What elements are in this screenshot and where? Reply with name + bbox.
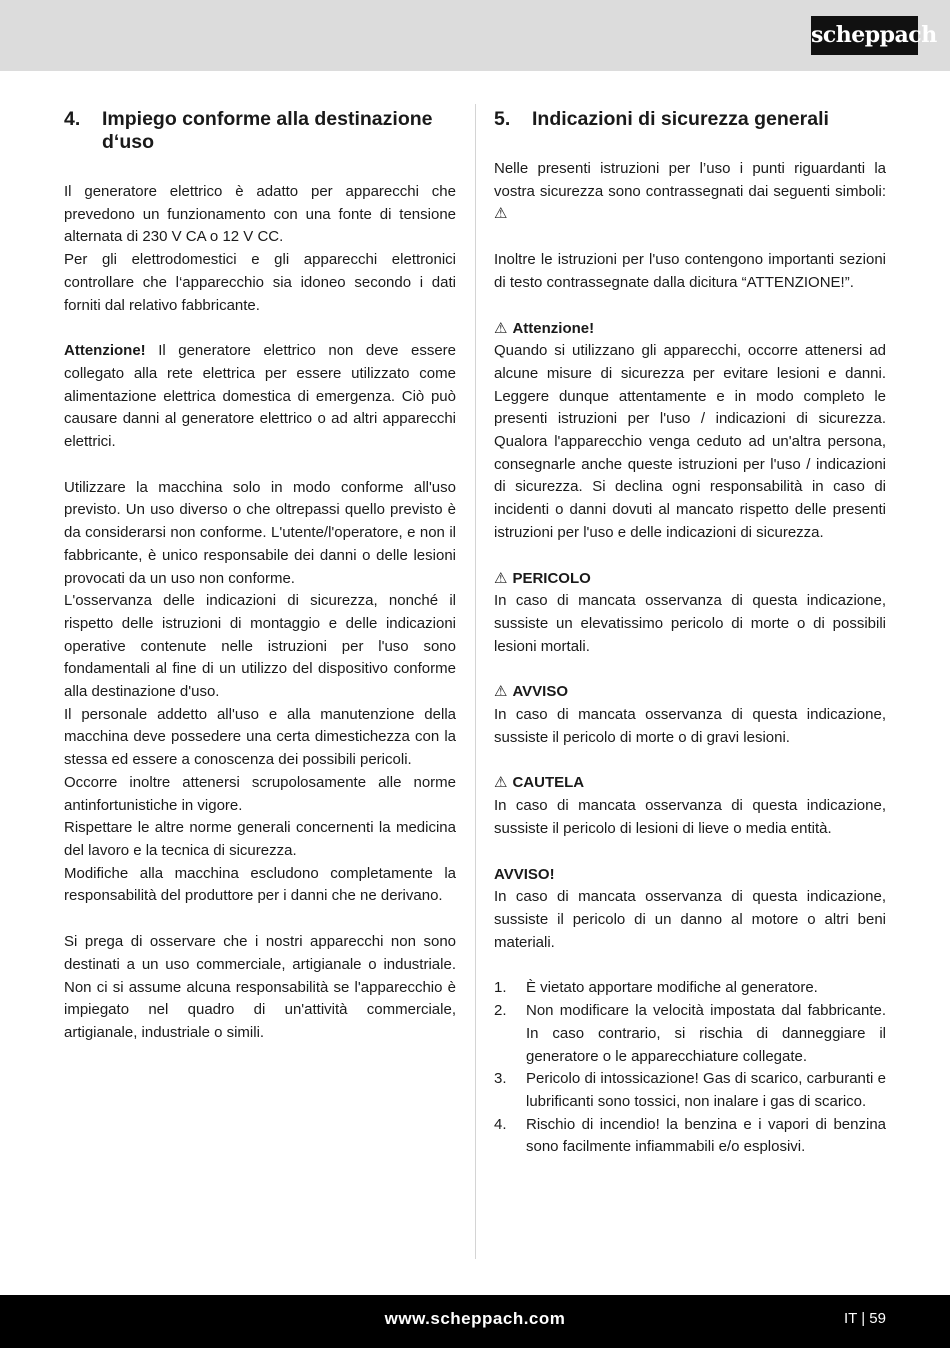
list-item [494,1068,886,1113]
list-text: Non modificare la velocità impostata dal fabbricante. In caso contrario, si rischia di danneggiare il generatore o le apparecchiature collegate. [526,1002,886,1065]
warning-triangle-icon: ⚠ [494,319,508,337]
paragraph: L'osservanza delle indicazioni di sicurezza, nonché il rispetto delle istruzioni di montaggio e delle indicazioni operative contenute nelle istruzioni per l'uso sono fondamentali al fine di un utilizzo del dispositivo conforme alla destinazione d'uso. [64,592,456,701]
paragraph: Rispettare le altre norme generali concernenti la medicina del lavoro e la tecnica di sicurezza. [64,819,456,859]
warning-label: AVVISO [512,683,569,701]
column-divider [475,104,476,1259]
attention-heading [494,318,886,341]
danger-heading [494,568,886,591]
attention-paragraph [64,340,456,454]
list-number: 1. [494,979,507,997]
section-4-title: Impiego conforme alla destinazione d‘uso [102,108,433,153]
paragraph: In caso di mancata osservanza di questa indicazione, sussiste il pericolo di un danno al motore o altri beni materiali. [494,888,886,951]
warning-triangle-icon: ⚠ [494,569,508,587]
left-column [64,108,456,1045]
danger-label: PERICOLO [512,569,591,587]
paragraph: In caso di mancata osservanza di questa indicazione, sussiste il pericolo di lesioni di lieve o media entità. [494,797,886,837]
paragraph: Inoltre le istruzioni per l'uso contengono importanti sezioni di testo contrassegnate dalla dicitura “ATTENZIONE!”. [494,251,886,291]
footer-bar [0,1295,950,1348]
attention-label: Attenzione! [64,342,146,360]
caution-heading [494,772,886,795]
paragraph: Il personale addetto all'uso e alla manutenzione della macchina deve possedere una certa dimestichezza con la stessa ed essere a conoscenza dei possibili pericoli. [64,705,456,769]
list-text: Rischio di incendio! la benzina e i vapori di benzina sono facilmente infiammabili e/o esplosivi. [526,1115,886,1156]
paragraph: Nelle presenti istruzioni per l’uso i punti riguardanti la vostra sicurezza sono contrassegnati dai seguenti simboli: ⚠ [494,160,886,223]
notice-label: AVVISO! [494,865,555,883]
list-text: Pericolo di intossicazione! Gas di scarico, carburanti e lubrificanti sono tossici, non inalare i gas di scarico. [526,1070,886,1110]
right-column [494,108,886,1159]
section-5-title: Indicazioni di sicurezza generali [532,108,829,130]
list-item [494,1114,886,1159]
paragraph: Il generatore elettrico è adatto per apparecchi che prevedono un funzionamento con una fonte di tensione alternata di 230 V CA o 12 V CC. [64,183,456,246]
attention-label: Attenzione! [512,319,595,337]
list-number: 3. [494,1070,507,1088]
paragraph: Modifiche alla macchina escludono completamente la responsabilità del produttore per i danni che ne derivano. [64,864,456,905]
list-number: 2. [494,1002,507,1020]
list-item [494,977,886,1000]
list-item [494,1000,886,1068]
paragraph: Per gli elettrodomestici e gli apparecchi elettronici controllare che l‘apparecchio sia idoneo secondo i dati forniti dal relativo fabbricante. [64,251,456,314]
list-text: È vietato apportare modifiche al generatore. [526,979,818,997]
safety-list [494,977,886,1159]
website-link[interactable]: www.scheppach.com [384,1309,566,1328]
notice-heading [494,864,886,887]
attention-text: Il generatore elettrico non deve essere collegato alla rete elettrica per essere utilizzato come alimentazione elettrica domestica di emergenza. Ciò può causare danni al generatore elettrico o ad altri apparecchi elettrici. [64,342,456,451]
section-4-number: 4. [64,108,81,130]
paragraph: In caso di mancata osservanza di questa indicazione, sussiste il pericolo di morte o di gravi lesioni. [494,706,886,746]
warning-triangle-icon: ⚠ [494,774,508,792]
section-5-heading [494,108,886,131]
paragraph: Utilizzare la macchina solo in modo conforme all'uso previsto. Un uso diverso o che oltrepassi quello previsto è da considerarsi non conforme. L'utente/l'operatore, e non il fabbricante, è unico responsabile dei danni o delle lesioni provocati da un uso non conforme. [64,478,456,587]
paragraph: Si prega di osservare che i nostri apparecchi non sono destinati a un uso commerciale, artigianale o industriale. Non ci si assume alcuna responsabilità se l'apparecchio è impiegato nel quadro di un'attività commerciale, artigianale, industriale o simili. [64,933,456,1041]
page-number: IT | 59 [844,1310,886,1327]
brand-logo: scheppach [811,16,918,55]
section-5-number: 5. [494,108,511,130]
caution-label: CAUTELA [512,774,585,792]
paragraph: Quando si utilizzano gli apparecchi, occorre attenersi ad alcune misure di sicurezza per evitare lesioni e danni. Leggere dunque attentamente e in modo completo le presenti istruzioni per l'uso / indicazioni di sicurezza. Qualora l'apparecchio venga ceduto ad un'altra persona, consegnarle anche queste istruzioni per l'uso / indicazioni di sicurezza. Si declina ogni responsabilità in caso di incidenti o danni dovuti al mancato rispetto delle presenti istruzioni per l'uso e delle indicazioni di sicurezza. [494,342,886,541]
paragraph: Occorre inoltre attenersi scrupolosamente alle norme antinfortunistiche in vigore. [64,773,456,814]
section-4-heading [64,108,456,154]
warning-triangle-icon: ⚠ [494,683,508,701]
header-bar [0,0,950,71]
list-number: 4. [494,1115,507,1133]
paragraph: In caso di mancata osservanza di questa indicazione, sussiste un elevatissimo pericolo di morte o di possibili lesioni mortali. [494,592,886,655]
warning-heading [494,681,886,704]
